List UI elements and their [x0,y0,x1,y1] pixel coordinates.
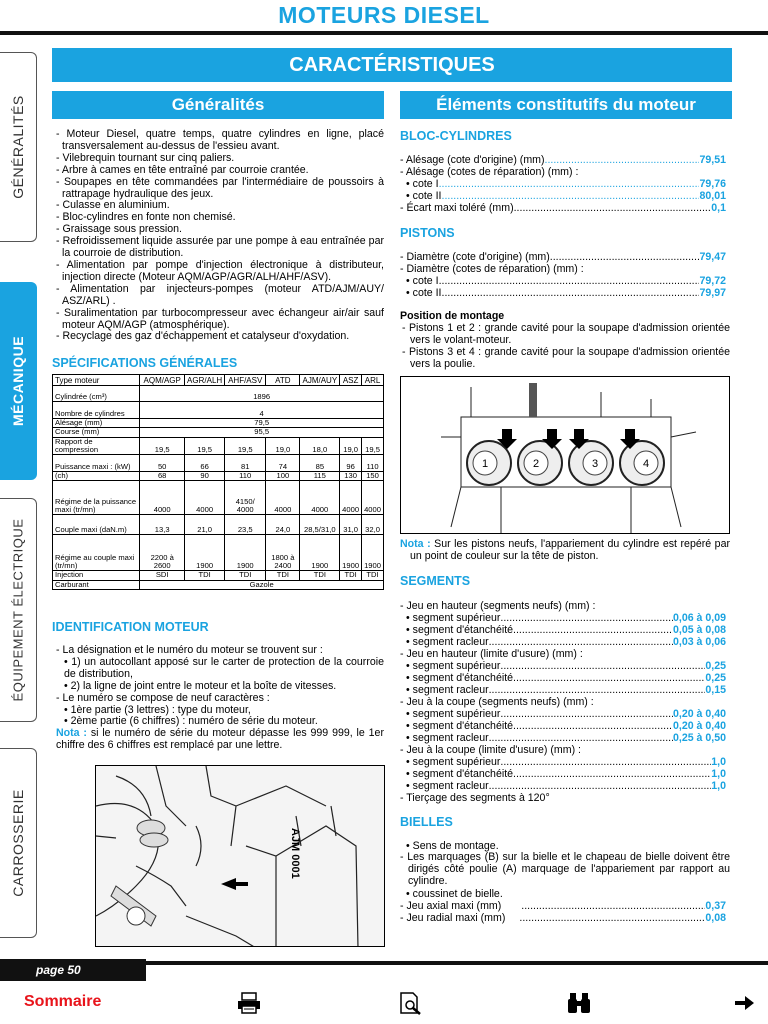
row-label: Puissance maxi : (kW) [53,455,140,472]
elements-heading: Éléments constitutifs du moteur [400,91,732,119]
spec-row [400,202,726,214]
spec-value: 0,37 [705,900,726,912]
spec-value: 1,0 [711,756,726,768]
row-label: Cylindrée (cm³) [53,386,140,402]
spec-row [406,708,726,720]
montage-title: Position de montage [400,310,505,322]
spec-label: • segment supérieur [406,660,501,672]
spec-row [406,768,726,780]
spec-value: 0,20 à 0,40 [672,720,726,732]
table-cell: 32,0 [362,515,384,535]
spec-label: - Jeu en hauteur (segments neufs) (mm) : [400,600,596,612]
table-cell: TDI [340,571,362,580]
row-label: Carburant [53,580,140,589]
table-header: AGR/ALH [185,375,225,386]
tab-equipement-electrique[interactable] [0,498,37,722]
table-row [53,472,384,481]
list-item: - Arbre à cames en tête entraîné par courroie crantée. [56,163,309,176]
table-cell: 19,0 [266,437,300,455]
engine-code-text: AJM 0001 [289,828,301,879]
row-label: Couple maxi (daN.m) [53,515,140,535]
ident-line: • 2) la ligne de joint entre le moteur et la boîte de vitesses. [64,679,337,692]
generalites-list [52,129,384,343]
cylinder-label: 3 [591,458,599,470]
spec-row [406,684,726,696]
spec-value: 79,47 [699,251,726,263]
binoculars-icon[interactable] [566,991,592,1015]
bielles-line: • coussinet de bielle. [406,888,503,900]
table-cell: 13,3 [140,515,185,535]
spec-value: 0,20 à 0,40 [672,708,726,720]
table-cell: 85 [300,455,340,472]
table-cell: 81 [225,455,266,472]
ident-line: • 1) un autocollant apposé sur le carter de protection de la courroie de distribution, [64,655,384,680]
table-row [53,437,384,455]
row-label: Nombre de cylindres [53,402,140,419]
spec-row [406,780,726,792]
table-cell: 19,5 [225,437,266,455]
list-item: - Bloc-cylindres en fonte non chemisé. [56,211,236,224]
table-cell: 19,5 [362,437,384,455]
tab-label: MÉCANIQUE [10,335,26,427]
spec-row [406,732,726,744]
spec-label: - Jeu radial maxi (mm) [400,912,506,924]
table-cell: 19,5 [140,437,185,455]
table-cell: TDI [300,571,340,580]
engine-code-illustration [95,765,385,947]
spec-value: 0,25 à 0,50 [672,732,726,744]
row-label: Régime au couple maxi (tr/mn) [53,535,140,571]
ident-line: - La désignation et le numéro du moteur se trouvent sur : [56,644,323,656]
table-cell: 130 [340,472,362,481]
table-cell: 18,0 [300,437,340,455]
search-document-icon[interactable] [398,991,424,1015]
note-label: Nota : [400,538,431,550]
list-item: - Recyclage des gaz d'échappement et catalyseur d'oxydation. [56,330,350,343]
table-cell: 115 [300,472,340,481]
bielles-line: • Sens de montage. [406,840,499,852]
spec-label: - Jeu en hauteur (limite d'usure) (mm) : [400,648,583,660]
next-arrow-icon[interactable] [732,991,758,1015]
list-item: - Graissage sous pression. [56,223,183,236]
table-cell: 150 [362,472,384,481]
table-cell: TDI [266,571,300,580]
arrow-icon [221,878,248,890]
table-cell: 4150/ 4000 [225,481,266,515]
ident-note [52,728,384,752]
note-text: Sur les pistons neufs, l'appariement du cylindre est repéré par un point de couleur sur la tête de piston. [410,538,730,562]
table-header: ASZ [340,375,362,386]
pistons-illustration [400,376,730,534]
spec-row [406,720,726,732]
spec-label: • segment d'étanchéité [406,672,514,684]
spec-label: - Jeu axial maxi (mm) [400,900,502,912]
ident-line: • 2ème partie (6 chiffres) : numéro de série du moteur. [64,715,318,728]
table-cell: 4000 [300,481,340,515]
table-cell: 4000 [140,481,185,515]
row-label: Régime de la puissance maxi (tr/mn) [53,481,140,515]
row-label: Course (mm) [53,428,140,437]
table-cell: 68 [140,472,185,481]
spec-value: 1,0 [711,768,726,780]
table-cell: TDI [225,571,266,580]
table-cell: Gazole [140,580,384,589]
spec-value: 79,51 [699,154,726,166]
table-cell: 23,5 [225,515,266,535]
spec-value: 0,1 [711,202,726,214]
table-cell: 4000 [362,481,384,515]
table-header: ARL [362,375,384,386]
bielles-title: BIELLES [400,815,453,829]
list-item: - Moteur Diesel, quatre temps, quatre cylindres en ligne, placé transversalement au-dessus de l'essieu avant. [56,128,384,152]
list-item: - Culasse en aluminium. [56,199,170,212]
table-cell: 95,5 [140,428,384,437]
ident-block [52,645,384,752]
spec-label: • segment supérieur [406,756,501,768]
tab-label: CARROSSERIE [10,789,26,897]
spec-value: 79,72 [699,275,726,287]
table-header: Type moteur [53,375,140,386]
cylinder-label: 2 [532,458,540,470]
spec-row [406,660,726,672]
table-cell: 21,0 [185,515,225,535]
spec-row [400,251,726,263]
spec-value: 1,0 [711,780,726,792]
montage-line: - Pistons 3 et 4 : grande cavité pour la soupape d'admission orientée vers la poulie. [402,346,730,370]
table-cell: 1800 à 2400 [266,535,300,571]
spec-row [406,756,726,768]
table-cell: 74 [266,455,300,472]
table-row [53,386,384,402]
engine-drawing [96,766,385,947]
table-cell: 4000 [340,481,362,515]
spec-label: - Alésage (cotes de réparation) (mm) : [400,166,579,178]
spec-label: • segment racleur [406,780,489,792]
table-row [53,402,384,419]
spec-label: • segment racleur [406,684,489,696]
spec-row [406,612,726,624]
spec-value: 0,25 [705,672,726,684]
spec-label: • segment supérieur [406,612,501,624]
printer-icon[interactable] [236,991,262,1015]
spec-row [400,154,726,166]
spec-label: • segment d'étanchéité [406,768,514,780]
spec-label: • segment racleur [406,732,489,744]
table-cell: 19,0 [340,437,362,455]
spec-value: 0,03 à 0,06 [672,636,726,648]
spec-value: 0,25 [705,660,726,672]
spec-value: 0,15 [705,684,726,696]
table-cell: 1900 [340,535,362,571]
section-banner: CARACTÉRISTIQUES [52,48,732,82]
cylinder-label: 1 [481,458,489,470]
table-row [53,571,384,580]
spec-label: • segment racleur [406,636,489,648]
spec-row [406,672,726,684]
spec-value: 80,01 [699,190,726,202]
pistons-drawing [401,377,730,534]
pistons-title: PISTONS [400,226,455,240]
list-item: - Soupapes en tête commandées par l'intermédiaire de poussoirs à rattrapage hydraulique des jeux. [56,175,384,200]
table-row [53,419,384,428]
spec-row [406,636,726,648]
list-item: - Alimentation par injecteurs-pompes (moteur ATD/AJM/AUY/ ASZ/ARL) . [56,282,384,307]
table-cell: 1900 [300,535,340,571]
table-cell: 96 [340,455,362,472]
table-row [53,580,384,589]
spec-row [406,287,726,299]
table-cell: 50 [140,455,185,472]
table-row [53,481,384,515]
spec-label: - Diamètre (cotes de réparation) (mm) : [400,263,584,275]
list-item: - Suralimentation par turbocompresseur avec échangeur air/air sauf moteur AQM/AGP (atmosphérique). [56,306,384,331]
page-title: MOTEURS DIESEL [278,2,490,28]
table-cell: 2200 à 2600 [140,535,185,571]
table-cell: 110 [225,472,266,481]
list-item: - Vilebrequin tournant sur cinq paliers. [56,151,235,164]
table-cell: 19,5 [185,437,225,455]
spec-row [400,912,726,924]
spec-label: - Jeu à la coupe (segments neufs) (mm) : [400,696,594,708]
spec-row [406,275,726,287]
bloc-title: BLOC-CYLINDRES [400,129,512,143]
generalites-heading: Généralités [52,91,384,119]
ident-title: IDENTIFICATION MOTEUR [52,620,209,634]
table-cell: TDI [185,571,225,580]
table-cell: 1900 [225,535,266,571]
table-cell: 66 [185,455,225,472]
table-cell: 31,0 [340,515,362,535]
spec-label: • cote II [406,287,442,299]
table-cell: 4000 [266,481,300,515]
table-header: AHF/ASV [225,375,266,386]
spec-label: • segment d'étanchéité [406,624,514,636]
row-label: Injection [53,571,140,580]
spec-label: • segment supérieur [406,708,501,720]
spec-row [406,190,726,202]
table-cell: 90 [185,472,225,481]
bielles-line: - Les marquages (B) sur la bielle et le chapeau de bielle doivent être dirigés côté poulie (A) marquage de l'appariement par rapport au cylindre. [400,851,730,887]
table-cell: SDI [140,571,185,580]
table-row [53,535,384,571]
table-cell: 24,0 [266,515,300,535]
table-cell: 100 [266,472,300,481]
table-cell: 1896 [140,386,384,402]
list-item: - Alimentation par pompe d'injection électronique à distributeur, injection directe (Moteur AQM/AGP/AGR/ALH/AHF/ASV). [56,258,384,283]
spec-row [400,900,726,912]
ident-line: • 1ère partie (3 lettres) : type du moteur, [64,703,251,716]
row-label: Rapport de compression [53,437,140,455]
row-label: Alésage (mm) [53,419,140,428]
spec-label: - Diamètre (cote d'origine) (mm) [400,251,550,263]
note-label: Nota : [56,727,87,740]
header-rule [0,31,768,35]
tab-label: GÉNÉRALITÉS [10,95,26,199]
spec-label: - Jeu à la coupe (limite d'usure) (mm) : [400,744,581,756]
cylinder-label: 4 [642,458,650,470]
spec-label: • cote I [406,275,439,287]
table-cell: 110 [362,455,384,472]
ident-line: - Le numéro se compose de neuf caractères : [56,691,270,704]
spec-table [52,374,384,590]
table-row [53,455,384,472]
spec-label: • segment d'étanchéité [406,720,514,732]
tab-carrosserie[interactable] [0,748,37,938]
table-cell: 4 [140,402,384,419]
table-row [53,515,384,535]
table-header: AQM/AGP [140,375,185,386]
table-cell: 28,5/31,0 [300,515,340,535]
spec-label: - Tierçage des segments à 120° [400,792,550,804]
table-cell: 1900 [362,535,384,571]
spec-value: 0,06 à 0,09 [672,612,726,624]
table-row [53,428,384,437]
spec-value: 79,76 [699,178,726,190]
spec-label: • cote II [406,190,442,202]
segments-title: SEGMENTS [400,574,471,588]
table-cell: 79,5 [140,419,384,428]
note-text: si le numéro de série du moteur dépasse les 999 999, le 1er chiffre des 6 chiffres est remplacé par une lettre. [56,727,384,752]
tab-label: ÉQUIPEMENT ÉLECTRIQUE [10,518,26,702]
spec-label: - Alésage (cote d'origine) (mm) [400,154,545,166]
row-label: (ch) [53,472,140,481]
page-number: page 50 [0,959,146,981]
tab-mecanique[interactable] [0,282,37,480]
spec-title: SPÉCIFICATIONS GÉNÉRALES [52,356,238,370]
pistons-note [400,539,730,563]
spec-value: 0,08 [705,912,726,924]
table-cell: 1900 [185,535,225,571]
spec-value: 79,97 [699,287,726,299]
list-item: - Refroidissement liquide assurée par une pompe à eau entraînée par la courroie de distribution. [56,235,384,260]
spec-value: 0,05 à 0,08 [672,624,726,636]
spec-row [406,624,726,636]
sommaire-link[interactable]: Sommaire [24,993,102,1010]
spec-row [406,178,726,190]
table-header: ATD [266,375,300,386]
table-cell: 4000 [185,481,225,515]
tab-generalites[interactable] [0,52,37,242]
table-cell: TDI [362,571,384,580]
montage-line: - Pistons 1 et 2 : grande cavité pour la soupape d'admission orientée vers le volant-moteur. [402,322,730,346]
spec-label: • cote I [406,178,439,190]
spec-label: - Écart maxi toléré (mm) [400,202,514,214]
table-header: AJM/AUY [300,375,340,386]
